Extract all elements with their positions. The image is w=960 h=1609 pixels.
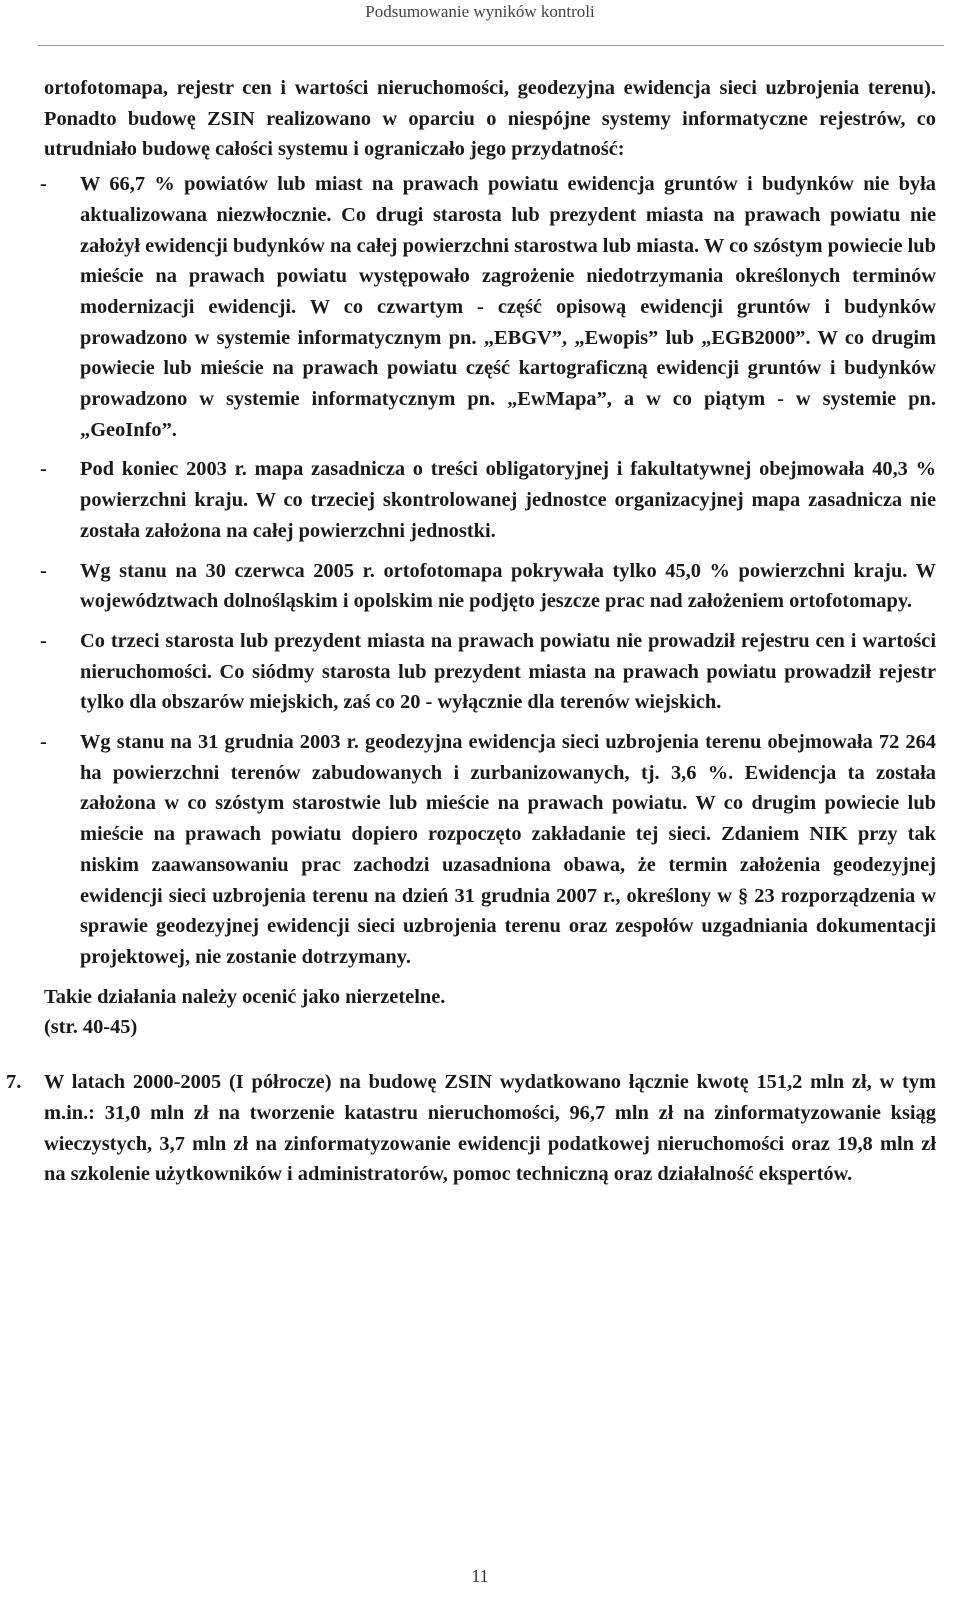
list-dash: - [40, 458, 47, 481]
findings-list [40, 169, 936, 973]
list-dash: - [40, 173, 47, 196]
page-body [6, 73, 936, 1190]
intro-paragraph: ortofotomapa, rejestr cen i wartości nieruchomości, geodezyjna ewidencja sieci uzbrojenia terenu). Ponadto budowę ZSIN realizowano w oparciu o niespójne systemy informatyczne rejestrów, co utrudniało budowę całości systemu i ograniczało jego przydatność: [44, 77, 936, 161]
list-dash: - [40, 559, 47, 582]
numbered-paragraph-7 [6, 1067, 936, 1190]
conclusion-text: Takie działania należy ocenić jako nierzetelne. [44, 985, 446, 1008]
list-item-text: W 66,7 % powiatów lub miast na prawach powiatu ewidencja gruntów i budynków nie była aktualizowana niezwłocznie. Co drugi starosta lub prezydent miasta na prawach powiatu nie założył ewidencji budynków na całej powierzchni starostwa lub miasta. W co szóstym powiecie lub mieście na prawach powiatu występowało zagrożenie niedotrzymania określonych terminów modernizacji ewidencji. W co czwartym - część opisową ewidencji gruntów i budynków prowadzono w systemie informatycznym pn. „EBGV”, „Ewopis” lub „EGB2000”. W co drugim powiecie lub mieście na prawach powiatu część kartograficzną ewidencji gruntów i budynków prowadzono w systemie informatycznym pn. „EwMapa”, a w co piątym - w systemie pn. „GeoInfo”. [80, 173, 936, 441]
list-dash: - [40, 629, 47, 652]
list-item-text: Wg stanu na 30 czerwca 2005 r. ortofotomapa pokrywała tylko 45,0 % powierzchni kraju. W województwach dolnośląskim i opolskim nie podjęto jeszcze prac nad założeniem ortofotomapy. [80, 559, 936, 613]
list-item [40, 454, 936, 546]
running-header: Podsumowanie wyników kontroli [365, 2, 595, 21]
list-dash: - [40, 731, 47, 754]
list-item [40, 727, 936, 973]
list-item [40, 556, 936, 617]
list-item-text: Wg stanu na 31 grudnia 2003 r. geodezyjna ewidencja sieci uzbrojenia terenu obejmowała 72 264 ha powierzchni terenów zabudowanych i zurbanizowanych, tj. 3,6 %. Ewidencja ta została założona w co szóstym starostwie lub mieście na prawach powiatu. W co drugim powiecie lub mieście na prawach powiatu dopiero rozpoczęto zakładanie tej sieci. Zdaniem NIK przy tak niskim zaawansowaniu prac zachodzi uzasadniona obawa, że termin założenia geodezyjnej ewidencji sieci uzbrojenia terenu na dzień 31 grudnia 2007 r., określony w § 23 rozporządzenia w sprawie geodezyjnej ewidencji sieci uzbrojenia terenu oraz zespołów uzgadniania dokumentacji projektowej, nie zostanie dotrzymany. [80, 731, 936, 968]
list-item [40, 626, 936, 718]
paragraph-text: W latach 2000-2005 (I półrocze) na budowę ZSIN wydatkowano łącznie kwotę 151,2 mln zł, w tym m.in.: 31,0 mln zł na tworzenie katastru nieruchomości, 96,7 mln zł na zinformatyzowanie ksiąg wieczystych, 3,7 mln zł na zinformatyzowanie ewidencji podatkowej nieruchomości oraz 19,8 mln zł na szkolenie użytkowników i administratorów, pomoc techniczną oraz działalność ekspertów. [44, 1071, 936, 1186]
header-divider [38, 45, 944, 46]
paragraph-number: 7. [6, 1071, 22, 1094]
list-item [40, 169, 936, 445]
page-number: 11 [471, 1566, 489, 1586]
list-item-text: Co trzeci starosta lub prezydent miasta na prawach powiatu nie prowadził rejestru cen i wartości nieruchomości. Co siódmy starosta lub prezydent miasta na prawach powiatu prowadził rejestr tylko dla obszarów miejskich, zaś co 20 - wyłącznie dla terenów wiejskich. [80, 629, 936, 714]
page-reference: (str. 40-45) [44, 1016, 138, 1039]
list-item-text: Pod koniec 2003 r. mapa zasadnicza o treści obligatoryjnej i fakultatywnej obejmowała 40,3 % powierzchni kraju. W co trzeciej skontrolowanej jednostce organizacyjnej mapa zasadnicza nie została założona na całej powierzchni jednostki. [80, 458, 936, 542]
